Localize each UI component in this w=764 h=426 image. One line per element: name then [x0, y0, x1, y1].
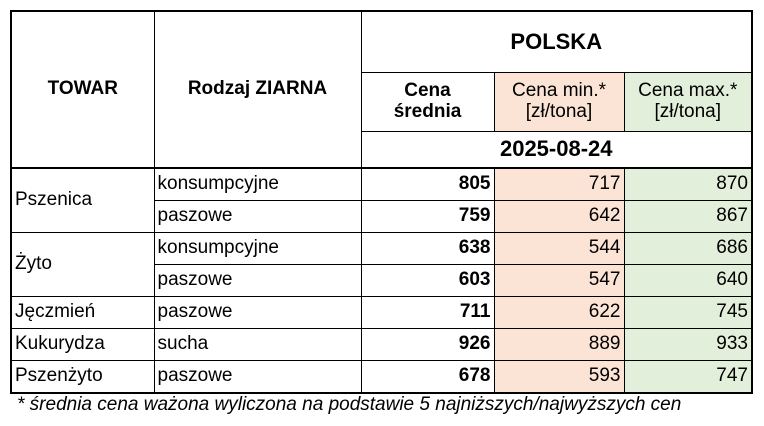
- row-cena-max: 870: [624, 168, 752, 201]
- table-row: [11, 297, 752, 329]
- header-cena-srednia: [361, 73, 494, 132]
- header-cena-max-line1: Cena max.*: [638, 80, 738, 102]
- header-polska: POLSKA: [361, 11, 752, 73]
- header-towar: TOWAR: [11, 11, 154, 168]
- row-cena-srednia: 805: [361, 168, 494, 201]
- table-row: [11, 233, 752, 265]
- row-cena-srednia: 638: [361, 233, 494, 265]
- row-cena-max: 933: [624, 329, 752, 361]
- row-cena-srednia: 711: [361, 297, 494, 329]
- row-rodzaj: paszowe: [154, 361, 361, 394]
- header-cena-max-unit: [zł/tona]: [654, 101, 722, 122]
- header-cena-max: [624, 73, 752, 132]
- row-cena-srednia: 678: [361, 361, 494, 394]
- header-cena-min-unit: [zł/tona]: [525, 101, 593, 122]
- row-rodzaj: paszowe: [154, 265, 361, 297]
- header-cena-srednia-line1: Cena: [404, 80, 451, 102]
- header-date: 2025-08-24: [361, 132, 752, 169]
- row-cena-min: 544: [494, 233, 624, 265]
- row-towar: Jęczmień: [11, 297, 154, 329]
- table-row: [11, 361, 752, 394]
- footnote: * średnia cena ważona wyliczona na podstawie 5 najniższych/najwyższych cen: [17, 394, 682, 415]
- row-cena-min: 593: [494, 361, 624, 394]
- row-towar: Pszenica: [11, 168, 154, 233]
- row-cena-srednia: 926: [361, 329, 494, 361]
- row-cena-max: 867: [624, 201, 752, 233]
- row-cena-max: 747: [624, 361, 752, 394]
- table-row: [11, 329, 752, 361]
- header-rodzaj-ziarna: Rodzaj ZIARNA: [154, 11, 361, 168]
- row-rodzaj: konsumpcyjne: [154, 233, 361, 265]
- row-rodzaj: konsumpcyjne: [154, 168, 361, 201]
- header-cena-min: [494, 73, 624, 132]
- row-towar: Pszenżyto: [11, 361, 154, 394]
- row-rodzaj: sucha: [154, 329, 361, 361]
- row-cena-max: 745: [624, 297, 752, 329]
- row-cena-srednia: 759: [361, 201, 494, 233]
- row-towar: Kukurydza: [11, 329, 154, 361]
- row-cena-min: 717: [494, 168, 624, 201]
- row-cena-min: 889: [494, 329, 624, 361]
- row-cena-min: 642: [494, 201, 624, 233]
- row-cena-min: 622: [494, 297, 624, 329]
- header-cena-srednia-line2: średnia: [393, 101, 462, 122]
- price-table: [10, 10, 753, 394]
- row-towar: Żyto: [11, 233, 154, 297]
- row-cena-min: 547: [494, 265, 624, 297]
- row-cena-max: 640: [624, 265, 752, 297]
- row-cena-srednia: 603: [361, 265, 494, 297]
- table-row: [11, 168, 752, 201]
- header-cena-min-line1: Cena min.*: [512, 80, 606, 102]
- row-rodzaj: paszowe: [154, 297, 361, 329]
- row-rodzaj: paszowe: [154, 201, 361, 233]
- row-cena-max: 686: [624, 233, 752, 265]
